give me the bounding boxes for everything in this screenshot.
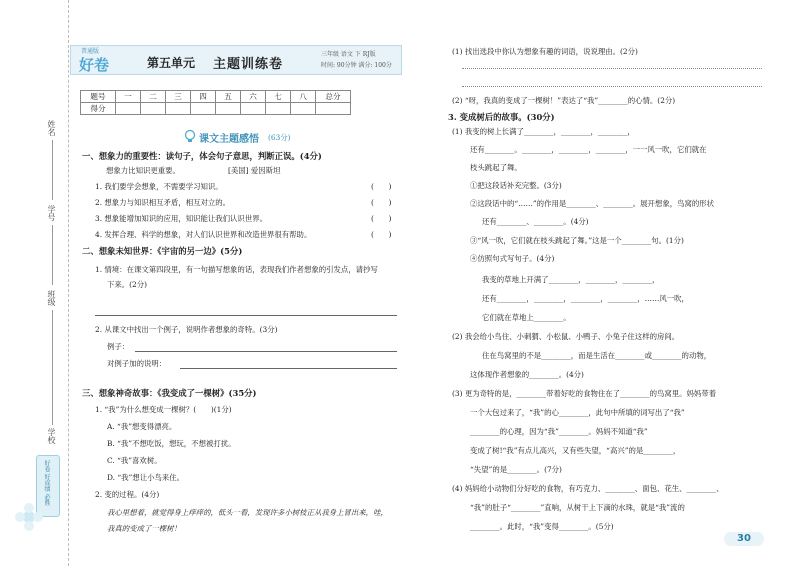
score-cell[interactable] [141, 103, 166, 115]
q3-option-a[interactable]: A. “我”想变得漂亮。 [107, 422, 177, 431]
r3-heading: 3. 变成树后的故事。(30分) [448, 112, 555, 122]
score-table [80, 90, 351, 115]
r3-1-example-b: 还有________，________，________，________，……风一吹， [482, 294, 689, 303]
q1-source: [美国] 爱因斯坦 [228, 166, 281, 175]
time-score-info: 时间: 90分钟 满分: 100分 [321, 62, 392, 69]
flower-icon [12, 500, 46, 534]
answer-paren[interactable]: ( ) [371, 198, 392, 207]
table-cell: 一 [116, 91, 141, 103]
q1-heading: 一、想象力的重要性：读句子，体会句子意思，判断正误。(4分) [82, 151, 322, 161]
score-cell[interactable] [216, 103, 241, 115]
r3-3-line-e: “失望”的是________。(7分) [470, 465, 562, 474]
table-cell: 六 [241, 91, 266, 103]
number-label: 学号 [47, 205, 56, 221]
cut-line [68, 0, 69, 566]
r3-3-line-a: (3) 更为奇特的是，________带着好吃的食物住在了________的鸟窝里。妈妈带着 [452, 389, 717, 398]
r3-1-q1: ①把这段话补充完整。(3分) [470, 181, 562, 190]
r2-question: (2) “呀，我真的变成了一棵树！”表达了“我”________的心情。(2分) [452, 96, 676, 105]
score-cell[interactable] [191, 103, 216, 115]
section-score: (63分) [268, 133, 291, 142]
edition-badge: 普通版 [81, 48, 100, 55]
r3-1-example-a: 我变的草地上开满了________，________，________， [482, 275, 660, 284]
q1-item-4: 4. 发挥合理、科学的想象，对人们认识世界和改造世界很有帮助。 [95, 230, 312, 239]
q3-option-b[interactable]: B. “我”不想吃饭，想玩，不想被打扰。 [107, 439, 236, 448]
q3-heading: 三、想象神奇故事：《我变成了一棵树》(35分) [82, 388, 257, 398]
lightbulb-icon [183, 129, 197, 143]
q2-1-text-cont: 下来。(2分) [107, 280, 148, 289]
r3-4-line-b: “我”的肚子“________”直响，从树干上下滴的水珠，就是“我”流的 [470, 503, 685, 512]
q2-heading: 二、想象未知世界：《宇宙的另一边》(5分) [82, 246, 243, 256]
q1-item-1: 1. 我们要学会想象，不需要学习知识。 [95, 182, 223, 191]
r3-2-line-a: (2) 我会给小鸟住、小刺猬、小松鼠、小鸭子、小兔子住这样的房间。 [452, 332, 680, 341]
answer-line[interactable] [95, 314, 397, 316]
table-cell: 得分 [81, 103, 116, 115]
r3-2-line-c: 这体现作者想象的________。(4分) [470, 370, 584, 379]
table-cell: 四 [191, 91, 216, 103]
q3-2-passage: 我心里想着，就觉得身上痒痒的，低头一看，发现许多小树枝正从我身上冒出来，哇，我真的变成了一棵树！ [107, 508, 388, 533]
r3-1-line-b: 还有________。________，________，________，一一风一吹，它们就在 [470, 145, 707, 154]
r3-2-line-b: 住在鸟窝里的不是________，而是生活在________或________的动物， [482, 351, 712, 360]
class-label: 班级 [47, 290, 56, 306]
answer-line[interactable] [135, 350, 397, 352]
name-line[interactable] [52, 140, 53, 200]
answer-line[interactable] [462, 68, 762, 69]
answer-line[interactable] [180, 367, 397, 369]
q2-2-text: 2. 从课文中找出一个例子，说明作者想象的奇特。(3分) [95, 325, 278, 334]
table-cell: 题号 [81, 91, 116, 103]
score-cell[interactable] [166, 103, 191, 115]
school-label: 学校 [47, 428, 56, 444]
r1-question: (1) 找出选段中你认为想象有趣的词语，说说理由。(2分) [452, 47, 638, 56]
r3-4-line-c: ________。此时，“我”变得________。(5分) [470, 522, 614, 531]
score-cell[interactable] [291, 103, 316, 115]
table-cell: 八 [291, 91, 316, 103]
page-number-pill [724, 532, 764, 546]
table-cell: 五 [216, 91, 241, 103]
q3-2-text: 2. 变的过程。(4分) [95, 490, 160, 499]
school-line[interactable] [52, 365, 53, 425]
score-cell[interactable] [116, 103, 141, 115]
score-cell[interactable] [316, 103, 351, 115]
example-label: 例子： [107, 342, 130, 351]
table-cell: 七 [266, 91, 291, 103]
score-cell[interactable] [266, 103, 291, 115]
paper-subtitle: 主题训练卷 [213, 57, 284, 72]
r3-3-line-b: 一个大包过来了，“我”的心________，此句中所填的词写出了“我” [470, 408, 685, 417]
q1-item-3: 3. 想象能增加知识的应用，知识能让我们认识世界。 [95, 214, 267, 223]
answer-paren[interactable]: ( ) [371, 182, 392, 191]
unit-title: 第五单元 [147, 56, 196, 70]
r3-1-q4: ④仿照句式写句子。(4分) [470, 254, 555, 263]
grade-info: 三年级 语文 下 RJ版 [321, 51, 376, 58]
table-cell: 二 [141, 91, 166, 103]
number-line[interactable] [52, 225, 53, 285]
r3-1-line-a: (1) 我变的树上长满了________，________，________， [452, 127, 635, 136]
score-cell[interactable] [241, 103, 266, 115]
r3-1-q2-cont: 还有________、________。(4分) [482, 217, 589, 226]
q3-option-d[interactable]: D. “我”想让小鸟来住。 [107, 473, 185, 482]
answer-paren[interactable]: ( ) [371, 214, 392, 223]
answer-paren[interactable]: ( ) [371, 230, 392, 239]
answer-line[interactable] [462, 86, 762, 87]
r3-1-line-c: 枝头跳起了舞。 [470, 163, 522, 172]
reason-label: 对例子加的说明： [107, 359, 167, 368]
r3-4-line-a: (4) 妈妈给小动物们分好吃的食物，有巧克力、________、面包、花生、________、 [452, 484, 724, 493]
class-line[interactable] [52, 310, 53, 370]
r3-3-line-c: ________的心理，因为“我”________。妈妈不知道“我” [470, 427, 648, 436]
r3-1-example-c: 它们就在草地上________。 [482, 313, 571, 322]
binding-gutter [0, 0, 70, 566]
score-table-header-row [81, 91, 351, 103]
q1-quote: 想象力比知识更重要。 [106, 166, 180, 175]
page-number: 30 [737, 533, 751, 544]
q2-1-text: 1. 情境：在课文第四段里，有一句描写想象的话，表现我们作者想象的引发点，请抄写 [95, 265, 378, 274]
header-banner [70, 45, 402, 75]
gutter-badge-text: 好卷 好成绩 必胜 [43, 460, 50, 506]
q3-option-c[interactable]: C. “我”喜欢树。 [107, 456, 162, 465]
table-cell: 总分 [316, 91, 351, 103]
q3-1-text: 1. “我”为什么想变成一棵树？( )(1分) [95, 405, 232, 414]
r3-1-q2: ②这段话中的“……”的作用是________、________。展开想象，鸟窝的形状 [470, 199, 715, 208]
r3-1-q3: ③“风一吹，它们就在枝头跳起了舞。”这是一个________句。(1分) [470, 236, 684, 245]
r3-3-line-d: 变成了树!“我”有点儿高兴，又有些失望，“高兴”的是________， [470, 446, 681, 455]
section-title: 课文主题感悟 [199, 134, 259, 145]
table-cell: 三 [166, 91, 191, 103]
score-table-score-row [81, 103, 351, 115]
logo: 好卷 [79, 56, 110, 74]
q1-item-2: 2. 想象力与知识相互矛盾，相互对立的。 [95, 198, 231, 207]
name-label: 姓名 [47, 120, 56, 136]
